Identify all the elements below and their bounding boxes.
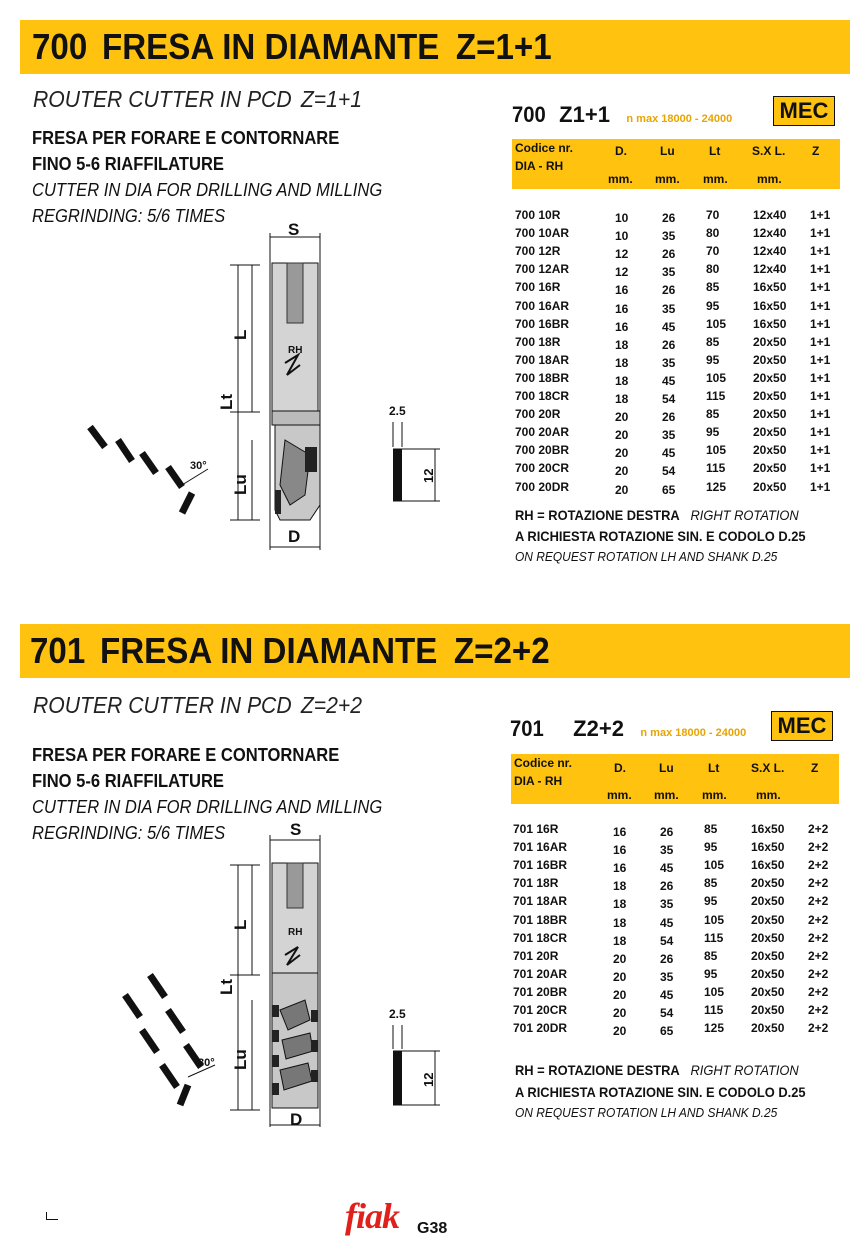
- insert-h-label: 12: [421, 468, 436, 483]
- cell-z: 1+1: [810, 425, 831, 440]
- cell-z: 1+1: [810, 262, 831, 277]
- cell-code: 700 20AR: [515, 425, 570, 440]
- cell-z: 1+1: [810, 389, 831, 403]
- banner-700: [20, 20, 850, 74]
- cell-lt: 85: [706, 280, 720, 295]
- cell-sxl: 20x50: [751, 984, 785, 999]
- cell-code: 700 18BR: [515, 370, 570, 385]
- table-header: [511, 754, 839, 804]
- cell-sxl: 16x50: [753, 316, 787, 331]
- cell-code: 700 20CR: [515, 461, 570, 476]
- cell-lt: 115: [704, 1003, 724, 1017]
- cell-lt: 95: [704, 966, 718, 981]
- cell-d: 10: [615, 229, 629, 244]
- desc-it-1: FRESA PER FORARE E CONTORNARE: [32, 745, 340, 765]
- desc-en-2: REGRINDING: 5/6 TIMES: [32, 206, 226, 226]
- cell-lt: 70: [706, 208, 720, 222]
- subtitle: ROUTER CUTTER IN PCD Z=2+2: [33, 692, 363, 718]
- th-unit-sxl: mm.: [757, 172, 782, 186]
- cell-lu: 35: [662, 301, 676, 316]
- cell-sxl: 20x50: [751, 912, 785, 927]
- th-lt: Lt: [709, 144, 721, 158]
- mec-badge: MEC: [771, 711, 833, 741]
- cell-d: 10: [615, 211, 629, 225]
- cell-lu: 26: [660, 879, 674, 894]
- cell-lu: 35: [660, 969, 674, 984]
- cell-code: 700 18AR: [515, 352, 570, 367]
- cell-code: 701 16AR: [513, 840, 568, 855]
- th-unit-lt: mm.: [702, 788, 727, 802]
- banner-title: 701 FRESA IN DIAMANTE Z=2+2: [30, 630, 550, 671]
- cell-lt: 125: [704, 1021, 725, 1036]
- cell-z: 2+2: [808, 984, 829, 999]
- label-s: S: [288, 220, 300, 239]
- cell-code: 701 18R: [513, 876, 559, 891]
- cell-d: 16: [615, 283, 629, 298]
- desc-en-1: CUTTER IN DIA FOR DRILLING AND MILLING: [32, 797, 383, 817]
- cell-z: 2+2: [808, 948, 829, 963]
- cell-lu: 54: [662, 464, 676, 479]
- cell-sxl: 20x50: [753, 370, 787, 385]
- th-lt: Lt: [708, 761, 720, 775]
- cell-lu: 45: [660, 915, 674, 930]
- cell-d: 20: [615, 482, 629, 497]
- cutter-drawing-701: [110, 815, 460, 1135]
- cell-d: 16: [613, 843, 627, 858]
- cell-lu: 35: [660, 843, 674, 858]
- banner-title: 700 FRESA IN DIAMANTE Z=1+1: [32, 26, 552, 67]
- cell-code: 700 18R: [515, 334, 561, 349]
- cell-lt: 105: [706, 316, 727, 331]
- cell-code: 701 18BR: [513, 912, 568, 927]
- cell-z: 1+1: [810, 461, 831, 476]
- cell-lu: 45: [662, 319, 676, 334]
- model-nmax: n max 18000 - 24000: [626, 113, 733, 125]
- th-unit-lu: mm.: [654, 788, 679, 802]
- cell-z: 1+1: [810, 370, 831, 385]
- th-diarh: DIA - RH: [515, 159, 564, 173]
- cell-d: 20: [615, 464, 629, 479]
- note-rh: RH = ROTAZIONE DESTRA RIGHT ROTATION: [515, 1062, 799, 1078]
- cell-lu: 26: [662, 211, 676, 225]
- label-lt: Lt: [217, 393, 236, 410]
- cell-code: 701 20R: [513, 948, 559, 963]
- cell-code: 700 16AR: [515, 298, 570, 313]
- note-rh: RH = ROTAZIONE DESTRA RIGHT ROTATION: [515, 507, 799, 523]
- label-d: D: [290, 1110, 303, 1129]
- cell-lt: 95: [706, 425, 720, 440]
- cell-z: 2+2: [808, 1003, 829, 1017]
- desc-it-2: FINO 5-6 RIAFFILATURE: [32, 771, 224, 791]
- cell-sxl: 20x50: [751, 894, 785, 909]
- cell-sxl: 16x50: [751, 822, 785, 836]
- cell-z: 1+1: [810, 280, 831, 295]
- note-request: A RICHIESTA ROTAZIONE SIN. E CODOLO D.25: [515, 528, 806, 544]
- cell-d: 20: [613, 1024, 627, 1039]
- cell-code: 700 12R: [515, 244, 561, 259]
- th-lu: Lu: [660, 144, 675, 158]
- cell-d: 20: [615, 446, 629, 461]
- cell-d: 16: [613, 861, 627, 876]
- cell-z: 1+1: [810, 479, 831, 494]
- cell-sxl: 20x50: [753, 479, 787, 494]
- desc-it-2: FINO 5-6 RIAFFILATURE: [32, 154, 224, 174]
- cell-code: 701 20CR: [513, 1003, 568, 1017]
- th-unit-sxl: mm.: [756, 788, 781, 802]
- th-d: D.: [614, 761, 626, 775]
- cell-lu: 54: [660, 1006, 674, 1020]
- label-d: D: [288, 527, 301, 546]
- th-d: D.: [615, 144, 627, 158]
- th-lu: Lu: [659, 761, 674, 775]
- cell-d: 16: [613, 825, 627, 839]
- model-code: 701: [510, 716, 544, 741]
- cell-lt: 85: [704, 822, 718, 836]
- cell-d: 20: [613, 969, 627, 984]
- cell-z: 2+2: [808, 1021, 829, 1036]
- cell-z: 1+1: [810, 316, 831, 331]
- cell-sxl: 12x40: [753, 262, 787, 277]
- cell-code: 701 20BR: [513, 984, 568, 999]
- cell-d: 18: [615, 392, 629, 406]
- th-z: Z: [811, 761, 819, 775]
- cell-lt: 125: [706, 479, 727, 494]
- cell-lt: 85: [704, 876, 718, 891]
- cell-lt: 80: [706, 226, 720, 241]
- cell-lu: 45: [660, 987, 674, 1002]
- cell-z: 1+1: [810, 244, 831, 259]
- insert-h-label: 12: [421, 1072, 436, 1087]
- cell-lu: 45: [660, 861, 674, 876]
- cell-lu: 35: [662, 229, 676, 244]
- cell-z: 1+1: [810, 226, 831, 241]
- cell-z: 1+1: [810, 208, 831, 222]
- cell-code: 700 20DR: [515, 479, 570, 494]
- insert: [393, 449, 402, 501]
- th-z: Z: [812, 144, 820, 158]
- corner-mark: [46, 1212, 58, 1220]
- cell-lt: 105: [704, 858, 725, 873]
- cell-lu: 26: [662, 283, 676, 298]
- cell-lt: 115: [704, 930, 724, 945]
- cell-lu: 26: [662, 337, 676, 352]
- desc-en-1: CUTTER IN DIA FOR DRILLING AND MILLING: [32, 180, 383, 200]
- model-header: [510, 716, 746, 742]
- cell-d: 18: [613, 897, 627, 912]
- angle-label: 30°: [198, 1057, 215, 1069]
- label-s: S: [290, 820, 302, 839]
- cell-sxl: 16x50: [753, 280, 787, 295]
- cell-d: 18: [615, 373, 629, 388]
- model-z: Z1+1: [559, 102, 610, 127]
- model-code: 700: [512, 102, 546, 127]
- cell-sxl: 20x50: [753, 407, 787, 422]
- insert-w-label: 2.5: [389, 404, 406, 418]
- th-codice: Codice nr.: [515, 141, 574, 155]
- cell-sxl: 16x50: [753, 298, 787, 313]
- cell-sxl: 16x50: [751, 840, 785, 855]
- cell-d: 16: [615, 301, 629, 316]
- cell-d: 20: [613, 987, 627, 1002]
- page-number: G38: [417, 1220, 448, 1237]
- cell-z: 1+1: [810, 352, 831, 367]
- cell-lt: 80: [706, 262, 720, 277]
- cell-lt: 70: [706, 244, 720, 259]
- cell-lu: 26: [662, 410, 676, 425]
- cell-lt: 95: [704, 894, 718, 909]
- th-codice: Codice nr.: [514, 756, 573, 770]
- cell-d: 20: [613, 951, 627, 966]
- cell-lu: 35: [662, 265, 676, 280]
- cell-sxl: 12x40: [753, 244, 787, 259]
- cell-lu: 45: [662, 373, 676, 388]
- cell-sxl: 20x50: [751, 930, 785, 945]
- cell-sxl: 20x50: [753, 334, 787, 349]
- cell-lt: 95: [706, 352, 720, 367]
- angle-label: 30°: [190, 460, 207, 472]
- cell-lu: 45: [662, 446, 676, 461]
- cell-lu: 35: [662, 428, 676, 443]
- cell-code: 700 20R: [515, 407, 561, 422]
- table-header: [512, 139, 840, 189]
- cell-d: 20: [615, 410, 629, 425]
- cell-code: 700 10AR: [515, 226, 570, 241]
- banner-701: [20, 624, 850, 678]
- th-unit-d: mm.: [608, 172, 633, 186]
- cell-z: 1+1: [810, 298, 831, 313]
- subtitle: ROUTER CUTTER IN PCD Z=1+1: [33, 86, 363, 112]
- cell-code: 700 16BR: [515, 316, 570, 331]
- th-unit-lt: mm.: [703, 172, 728, 186]
- cell-code: 700 10R: [515, 208, 561, 222]
- cell-sxl: 20x50: [753, 461, 787, 476]
- label-lt: Lt: [217, 978, 236, 995]
- note-request: A RICHIESTA ROTAZIONE SIN. E CODOLO D.25: [515, 1084, 806, 1100]
- cell-lt: 115: [706, 461, 726, 476]
- model-z: Z2+2: [573, 716, 624, 741]
- cell-lt: 95: [706, 298, 720, 313]
- label-l: L: [231, 919, 250, 930]
- note-request-en: ON REQUEST ROTATION LH AND SHANK D.25: [515, 1105, 778, 1120]
- cutter-drawing-700: [80, 215, 460, 555]
- cell-lt: 95: [704, 840, 718, 855]
- cell-sxl: 20x50: [753, 389, 787, 403]
- cell-code: 701 16BR: [513, 858, 568, 873]
- cell-d: 18: [615, 337, 629, 352]
- label-l: L: [231, 329, 250, 340]
- cell-lt: 105: [704, 984, 725, 999]
- cell-d: 18: [615, 355, 629, 370]
- cell-lt: 85: [706, 407, 720, 422]
- cell-z: 2+2: [808, 822, 829, 836]
- cell-d: 12: [615, 265, 629, 280]
- cell-d: 18: [613, 915, 627, 930]
- cell-code: 701 16R: [513, 822, 559, 836]
- cell-code: 701 18AR: [513, 894, 568, 909]
- cell-sxl: 12x40: [753, 226, 787, 241]
- rh-label: RH: [288, 927, 303, 938]
- cell-z: 1+1: [810, 443, 831, 458]
- cell-lt: 85: [706, 334, 720, 349]
- cell-sxl: 20x50: [753, 352, 787, 367]
- model-header: [512, 102, 732, 128]
- desc-it-1: FRESA PER FORARE E CONTORNARE: [32, 128, 340, 148]
- insert: [393, 1051, 402, 1105]
- cell-lu: 65: [662, 482, 676, 497]
- cell-lt: 85: [704, 948, 718, 963]
- th-sxl: S.X L.: [752, 144, 786, 158]
- cell-lt: 105: [706, 443, 727, 458]
- cell-code: 700 16R: [515, 280, 561, 295]
- cell-z: 2+2: [808, 858, 829, 873]
- cell-z: 2+2: [808, 876, 829, 891]
- mec-badge: MEC: [773, 96, 835, 126]
- th-diarh: DIA - RH: [514, 774, 563, 788]
- cell-lu: 65: [660, 1024, 674, 1039]
- cell-d: 12: [615, 247, 629, 262]
- cell-code: 700 12AR: [515, 262, 570, 277]
- insert-w-label: 2.5: [389, 1007, 406, 1021]
- label-lu: Lu: [231, 474, 250, 495]
- fiak-logo: fiak: [345, 1196, 399, 1236]
- th-unit-d: mm.: [607, 788, 632, 802]
- cell-z: 1+1: [810, 407, 831, 422]
- model-nmax: n max 18000 - 24000: [640, 727, 747, 739]
- cell-lu: 26: [660, 951, 674, 966]
- cell-lu: 26: [662, 247, 676, 262]
- cell-z: 2+2: [808, 930, 829, 945]
- cell-z: 1+1: [810, 334, 831, 349]
- cell-code: 701 20AR: [513, 966, 568, 981]
- cell-code: 701 20DR: [513, 1021, 568, 1036]
- cell-lu: 54: [660, 933, 674, 948]
- cell-lu: 35: [660, 897, 674, 912]
- cell-d: 16: [615, 319, 629, 334]
- cell-sxl: 20x50: [753, 425, 787, 440]
- cell-lu: 26: [660, 825, 674, 839]
- cell-sxl: 12x40: [753, 208, 787, 222]
- cell-sxl: 20x50: [751, 1021, 785, 1036]
- cell-code: 700 20BR: [515, 443, 570, 458]
- cell-sxl: 20x50: [753, 443, 787, 458]
- description: [32, 125, 382, 229]
- cell-code: 700 18CR: [515, 389, 570, 403]
- cell-d: 20: [615, 428, 629, 443]
- cell-sxl: 16x50: [751, 858, 785, 873]
- cell-lt: 115: [706, 389, 726, 403]
- cell-lt: 105: [704, 912, 725, 927]
- th-sxl: S.X L.: [751, 761, 785, 775]
- cell-sxl: 20x50: [751, 1003, 785, 1017]
- cell-sxl: 20x50: [751, 876, 785, 891]
- desc-en-2: REGRINDING: 5/6 TIMES: [32, 823, 226, 843]
- cell-sxl: 20x50: [751, 966, 785, 981]
- cell-z: 2+2: [808, 894, 829, 909]
- cell-lt: 105: [706, 370, 727, 385]
- cell-z: 2+2: [808, 840, 829, 855]
- cell-lu: 35: [662, 355, 676, 370]
- th-unit-lu: mm.: [655, 172, 680, 186]
- cell-d: 20: [613, 1006, 627, 1020]
- label-lu: Lu: [231, 1049, 250, 1070]
- cell-d: 18: [613, 879, 627, 894]
- note-request-en: ON REQUEST ROTATION LH AND SHANK D.25: [515, 549, 778, 564]
- cell-sxl: 20x50: [751, 948, 785, 963]
- cell-lu: 54: [662, 392, 676, 406]
- cell-z: 2+2: [808, 966, 829, 981]
- cell-code: 701 18CR: [513, 930, 568, 945]
- cell-d: 18: [613, 933, 627, 948]
- rh-label: RH: [288, 345, 303, 356]
- cell-z: 2+2: [808, 912, 829, 927]
